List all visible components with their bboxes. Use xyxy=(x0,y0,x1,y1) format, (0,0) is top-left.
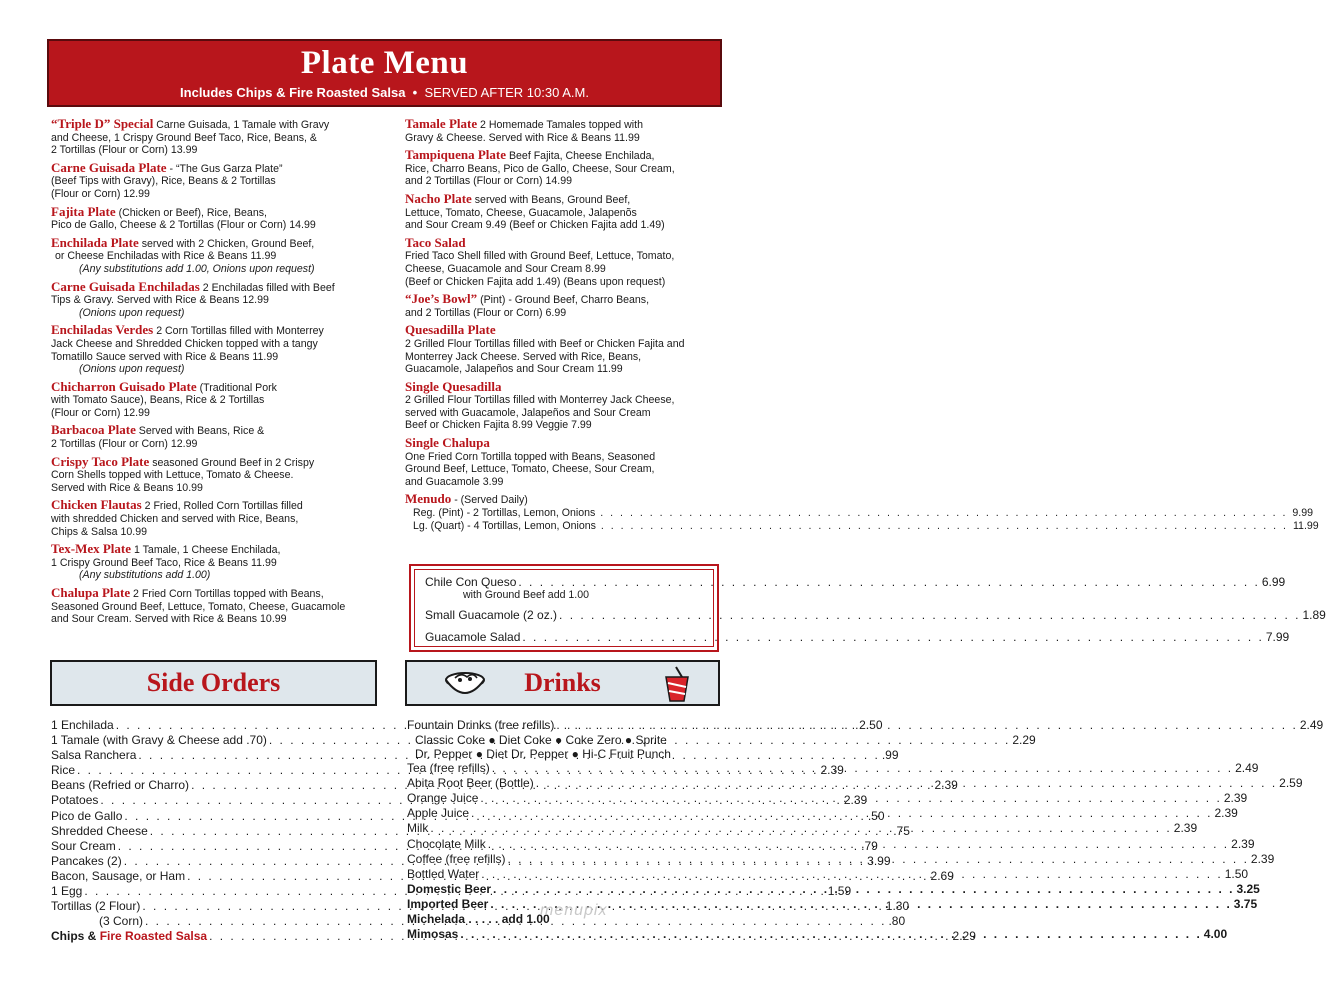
plate-description: Cheese, Guacamole and Sour Cream 8.99 xyxy=(405,262,606,275)
plate-name: Enchilada Plate xyxy=(51,234,139,250)
item-label: Salsa Ranchera xyxy=(51,748,137,763)
plate-description: 2 Corn Tortillas filled with Monterrey xyxy=(156,325,324,338)
plate-description: 2 Fried, Rolled Corn Tortillas filled xyxy=(144,500,303,513)
guac-salad-row xyxy=(425,630,1290,644)
queso-sub: with Ground Beef add 1.00 xyxy=(463,589,590,601)
plate-name: Carne Guisada Enchiladas xyxy=(51,278,200,294)
plate-right-item xyxy=(405,293,725,319)
guac-small-row xyxy=(425,608,1326,622)
plate-right-item xyxy=(405,234,725,288)
plate-left-item xyxy=(51,587,386,626)
plate-description: served with Guacamole, Jalapeños and Sour Cream xyxy=(405,406,651,419)
guac-salad-label: Guacamole Salad xyxy=(425,630,521,644)
plate-right-item xyxy=(405,378,725,432)
item-label: 1 Enchilada xyxy=(51,718,114,732)
leader-dots xyxy=(491,882,1236,897)
plate-description: Tips & Gravy. Served with Rice & Beans 12.99 xyxy=(51,294,269,307)
item-label: Bacon, Sausage, or Ham xyxy=(51,868,186,883)
plate-description: 2 Tortillas (Flour or Corn) 12.99 xyxy=(51,438,198,451)
plate-description: with shredded Chicken and served with Rice, Beans, xyxy=(51,513,299,526)
plate-description: Served with Beans, Rice & xyxy=(138,425,265,438)
item-price: 2.39 xyxy=(1173,821,1198,836)
chips-salsa-price: 2.29 xyxy=(952,929,976,944)
plate-description: 2 Homemade Tamales topped with xyxy=(480,119,643,131)
plate-description: Rice, Charro Beans, Pico de Gallo, Cheese, Sour Cream, xyxy=(405,162,675,175)
queso-guac-inner xyxy=(414,569,1326,647)
plate-left-item xyxy=(51,543,386,582)
item-price: .80 xyxy=(888,914,906,929)
imported-beer-label: Imported Beer xyxy=(407,896,489,911)
fountain-label: Fountain Drinks (free refills) xyxy=(407,718,555,732)
plate-description: Beef or Chicken Fajita 8.99 Veggie 7.99 xyxy=(405,419,592,432)
plate-description: Carne Guisada, 1 Tamale with Gravy xyxy=(156,119,330,131)
plate-description: 2 Grilled Flour Tortillas filled with Monterrey Jack Cheese, xyxy=(405,394,675,407)
plate-name: Crispy Taco Plate xyxy=(51,453,150,469)
plate-description: - “The Gus Garza Plate” xyxy=(169,162,283,175)
plate-name: Single Quesadilla xyxy=(405,378,502,394)
item-label: Apple Juice xyxy=(407,806,470,821)
plate-description: (Chicken or Beef), Rice, Beans, xyxy=(118,206,267,219)
plate-description: Beef Fajita, Cheese Enchilada, xyxy=(508,150,655,163)
side-orders-header xyxy=(50,660,377,706)
plate-description: and 2 Tortillas (Flour or Corn) 6.99 xyxy=(405,306,567,319)
plate-description: (Onions upon request) xyxy=(79,363,185,376)
plate-description: Fried Taco Shell filled with Ground Beef, Lettuce, Tomato, xyxy=(405,250,675,263)
item-label: Shredded Cheese xyxy=(51,823,148,838)
plate-description: seasoned Ground Beef in 2 Crispy xyxy=(152,456,315,469)
item-label: Beans (Refried or Charro) xyxy=(51,778,190,793)
plate-description: (Flour or Corn) 12.99 xyxy=(51,406,150,419)
item-price: 2.39 xyxy=(934,778,958,793)
plates-left-column xyxy=(51,118,386,631)
item-price: .50 xyxy=(867,808,885,823)
plate-description: Guacamole, Jalapeños and Sour Cream 11.99 xyxy=(405,363,623,376)
item-price: 1.50 xyxy=(1224,866,1249,881)
plate-description: (Traditional Pork xyxy=(199,381,277,394)
plate-description: or Cheese Enchiladas with Rice & Beans 11.99 xyxy=(55,250,277,263)
plate-description: 1 Tamale, 1 Cheese Enchilada, xyxy=(133,544,281,557)
plate-name: Tex-Mex Plate xyxy=(51,541,132,557)
menudo-lg-row xyxy=(405,519,1319,533)
item-price: 2.39 xyxy=(1214,806,1238,821)
item-price: .99 xyxy=(881,748,899,763)
queso-guac-box xyxy=(409,564,1326,652)
plates-right-column xyxy=(405,116,1319,537)
plate-description: (Beef or Chicken Fajita add 1.49) (Beans upon request) xyxy=(405,275,666,288)
item-price: 1.59 xyxy=(827,884,852,899)
plate-description: Lettuce, Tomato, Cheese, Guacamole, Jalapenõs xyxy=(405,206,637,219)
plate-description: (Onions upon request) xyxy=(79,306,185,319)
chips-label-b: Fire Roasted Salsa xyxy=(99,929,208,944)
leader-dots xyxy=(554,718,1299,733)
plate-right-item xyxy=(405,149,725,188)
drinks-title: Drinks xyxy=(524,668,601,697)
plate-description: and Sour Cream 9.49 (Beef or Chicken Fajita add 1.49) xyxy=(405,219,665,232)
item-price: 2.39 xyxy=(1250,851,1275,866)
plate-description: with Tomato Sauce), Beans, Rice & 2 Tortillas xyxy=(51,394,265,407)
item-label: 1 Egg xyxy=(51,884,83,899)
plates-right-items xyxy=(405,118,725,488)
drinks-header xyxy=(405,660,720,706)
plate-description: 1 Crispy Ground Beef Taco, Rice & Beans 11.99 xyxy=(51,556,277,569)
plate-name: Tamale Plate xyxy=(405,116,478,131)
plate-left-item xyxy=(51,203,386,232)
menudo-lg-label: Lg. (Quart) - 4 Tortillas, Lemon, Onions xyxy=(413,519,596,532)
queso-label: Chile Con Queso xyxy=(425,575,517,589)
item-label: Tea (free refills) xyxy=(407,761,490,776)
item-price: 2.49 xyxy=(1235,761,1259,776)
plate-name: Nacho Plate xyxy=(405,190,472,206)
plate-description: (Pint) - Ground Beef, Charro Beans, xyxy=(480,294,650,307)
queso-row xyxy=(425,575,1286,589)
item-price: 2.39 xyxy=(1231,836,1255,851)
item-price: 2.69 xyxy=(930,868,954,883)
item-label: Chocolate Milk xyxy=(407,836,486,851)
page-title: Plate Menu xyxy=(300,45,469,81)
leader-dots xyxy=(520,630,1265,644)
plate-description: Tomatillo Sauce served with Rice & Beans 11.99 xyxy=(51,350,279,363)
leader-dots xyxy=(479,867,1224,882)
leader-dots xyxy=(534,776,1279,791)
item-price: 2.50 xyxy=(859,718,883,732)
plate-description: Served with Rice & Beans 10.99 xyxy=(51,481,203,494)
plate-description: Monterrey Jack Cheese. Served with Rice, Beans, xyxy=(405,350,642,363)
plate-description: 2 Enchiladas filled with Beef xyxy=(202,281,335,294)
mimosas-label: Mimosas xyxy=(407,927,459,942)
item-label: Rice xyxy=(51,763,76,778)
menudo-reg-price: 9.99 xyxy=(1292,507,1313,520)
plate-description: (Any substitutions add 1.00) xyxy=(79,569,211,582)
item-label: Milk xyxy=(407,821,429,836)
plate-description: (Beef Tips with Gravy), Rice, Beans & 2 Tortillas xyxy=(51,175,276,188)
guac-salad-price: 7.99 xyxy=(1265,630,1290,644)
plate-left-item xyxy=(51,324,386,375)
plate-description: Seasoned Ground Beef, Lettuce, Tomato, Cheese, Guacamole xyxy=(51,600,346,613)
plate-description: Jack Cheese and Shredded Chicken topped with a tangy xyxy=(51,337,318,350)
guac-small-price: 1.89 xyxy=(1302,608,1326,622)
item-price: 2.59 xyxy=(1279,776,1303,791)
plate-name: “Joe’s Bowl” xyxy=(405,291,478,307)
guac-small-label: Small Guacamole (2 oz.) xyxy=(425,608,558,622)
plate-left-item xyxy=(51,234,386,276)
item-label: Pico de Gallo xyxy=(51,808,123,823)
domestic-beer-label: Domestic Beer xyxy=(407,881,492,896)
queso-price: 6.99 xyxy=(1261,575,1286,589)
mimosas-price: 4.00 xyxy=(1203,927,1228,942)
plate-name: Chicharron Guisado Plate xyxy=(51,378,197,394)
soda-list-line2: Dr. Pepper ● Diet Dr. Pepper ● Hi-C Fruit Punch xyxy=(415,747,671,762)
plate-name: Chalupa Plate xyxy=(51,585,131,600)
item-label: Potatoes xyxy=(51,793,99,808)
plate-right-item xyxy=(405,324,725,375)
plate-name: Chicken Flautas xyxy=(51,497,142,513)
leader-dots xyxy=(598,507,1289,519)
item-price: 2.29 xyxy=(1012,733,1036,748)
page-subtitle xyxy=(49,85,720,101)
soda-cup-icon xyxy=(660,665,694,703)
subtitle-bullet: • xyxy=(412,85,418,100)
plate-description: and Cheese, 1 Crispy Ground Beef Taco, Rice, Beans, & xyxy=(51,131,317,144)
item-label: Sour Cream xyxy=(51,838,116,853)
plate-description: Ground Beef, Lettuce, Tomato, Cheese, Sour Cream, xyxy=(405,463,655,476)
item-label: Tortillas (2 Flour) xyxy=(51,899,141,914)
chips-label-a: Chips & xyxy=(51,929,97,944)
leader-dots xyxy=(505,852,1250,867)
item-label: Orange Juice xyxy=(407,791,479,806)
item-price: .75 xyxy=(893,823,910,838)
plate-left-item xyxy=(51,159,386,201)
plate-right-item xyxy=(405,190,725,232)
item-price: 3.99 xyxy=(867,853,891,868)
subtitle-served: SERVED AFTER 10:30 A.M. xyxy=(424,85,589,100)
menudo-reg-row xyxy=(405,507,1313,520)
item-label: Coffee (free refills) xyxy=(407,851,506,866)
leader-dots xyxy=(478,791,1223,806)
menudo-lg-price: 11.99 xyxy=(1292,519,1319,532)
drink-row xyxy=(407,791,1248,806)
plate-name: Enchiladas Verdes xyxy=(51,322,154,338)
plate-description: and 2 Tortillas (Flour or Corn) 14.99 xyxy=(405,175,573,188)
menudo-item xyxy=(405,491,1319,532)
plate-description: Chips & Salsa 10.99 xyxy=(51,525,147,538)
plate-menu-banner xyxy=(47,39,722,107)
item-label: (3 Corn) xyxy=(99,914,144,929)
leader-dots xyxy=(599,520,1290,532)
item-price: 1.30 xyxy=(885,899,910,914)
watermark: menupix xyxy=(540,902,608,919)
plate-left-item xyxy=(51,453,386,495)
leader-dots xyxy=(486,837,1231,852)
plate-description: Gravy & Cheese. Served with Rice & Beans 11.99 xyxy=(405,131,640,144)
plate-description: and Guacamole 3.99 xyxy=(405,475,504,488)
imported-beer-price: 3.75 xyxy=(1233,896,1258,911)
plate-name: Carne Guisada Plate xyxy=(51,159,167,175)
item-label: Pancakes (2) xyxy=(51,853,122,868)
plate-description: One Fried Corn Tortilla topped with Beans, Seasoned xyxy=(405,450,656,463)
plate-description: served with Beans, Ground Beef, xyxy=(474,193,631,206)
plate-description: 2 Tortillas (Flour or Corn) 13.99 xyxy=(51,144,198,157)
leader-dots xyxy=(458,927,1203,942)
fountain-price: 2.49 xyxy=(1299,718,1324,732)
plate-name: Fajita Plate xyxy=(51,203,116,219)
leader-dots xyxy=(516,575,1261,589)
subtitle-chips: Includes Chips & Fire Roasted Salsa xyxy=(180,85,406,100)
plate-name: Single Chalupa xyxy=(405,435,490,451)
plate-name: Taco Salad xyxy=(405,234,466,250)
plate-description: served with 2 Chicken, Ground Beef, xyxy=(141,237,315,250)
plate-right-item xyxy=(405,118,725,144)
plate-description: Pico de Gallo, Cheese & 2 Tortillas (Flour or Corn) 14.99 xyxy=(51,219,316,232)
leader-dots xyxy=(428,821,1173,836)
plate-description: and Sour Cream. Served with Rice & Beans 10.99 xyxy=(51,613,287,626)
menudo-note: - (Served Daily) xyxy=(454,494,528,507)
item-price: .79 xyxy=(861,838,878,853)
menudo-reg-label: Reg. (Pint) - 2 Tortillas, Lemon, Onions xyxy=(413,507,596,520)
item-label: Bottled Water xyxy=(407,866,480,881)
leader-dots xyxy=(490,761,1235,776)
plate-left-item xyxy=(51,378,386,420)
domestic-beer-price: 3.25 xyxy=(1236,881,1260,896)
plate-left-item xyxy=(51,424,386,450)
plate-left-item xyxy=(51,499,386,538)
leader-dots xyxy=(469,806,1214,821)
plate-name: “Triple D” Special xyxy=(51,116,154,131)
plate-left-item xyxy=(51,278,386,320)
michelada-label: Michelada . . . . . add 1.00 xyxy=(407,912,550,927)
plate-description: (Any substitutions add 1.00, Onions upon request) xyxy=(79,262,315,275)
soda-list-line1: Classic Coke ● Diet Coke ● Coke Zero ● Sprite xyxy=(415,733,667,748)
plate-description: Corn Shells topped with Lettuce, Tomato & Cheese. xyxy=(51,469,294,482)
plate-description: 2 Grilled Flour Tortillas filled with Beef or Chicken Fajita and xyxy=(405,337,685,350)
item-label: 1 Tamale (with Gravy & Cheese add .70) xyxy=(51,733,267,748)
side-orders-title: Side Orders xyxy=(146,668,281,697)
plate-right-item xyxy=(405,437,725,488)
plate-description: 2 Fried Corn Tortillas topped with Beans, xyxy=(133,588,324,600)
menudo-name: Menudo xyxy=(405,491,452,507)
plate-name: Tampiquena Plate xyxy=(405,147,507,163)
plate-description: (Flour or Corn) 12.99 xyxy=(51,187,150,200)
item-price: 2.39 xyxy=(843,793,868,808)
plate-left-item xyxy=(51,118,386,157)
plate-name: Barbacoa Plate xyxy=(51,422,136,438)
plate-name: Quesadilla Plate xyxy=(405,322,496,338)
item-price: 2.39 xyxy=(820,763,844,778)
bowl-icon xyxy=(443,666,487,700)
item-label: Abita Root Beer (Bottle) xyxy=(407,776,534,791)
leader-dots xyxy=(557,608,1302,622)
chips-salsa-label xyxy=(51,929,207,944)
item-price: 2.39 xyxy=(1223,791,1248,806)
